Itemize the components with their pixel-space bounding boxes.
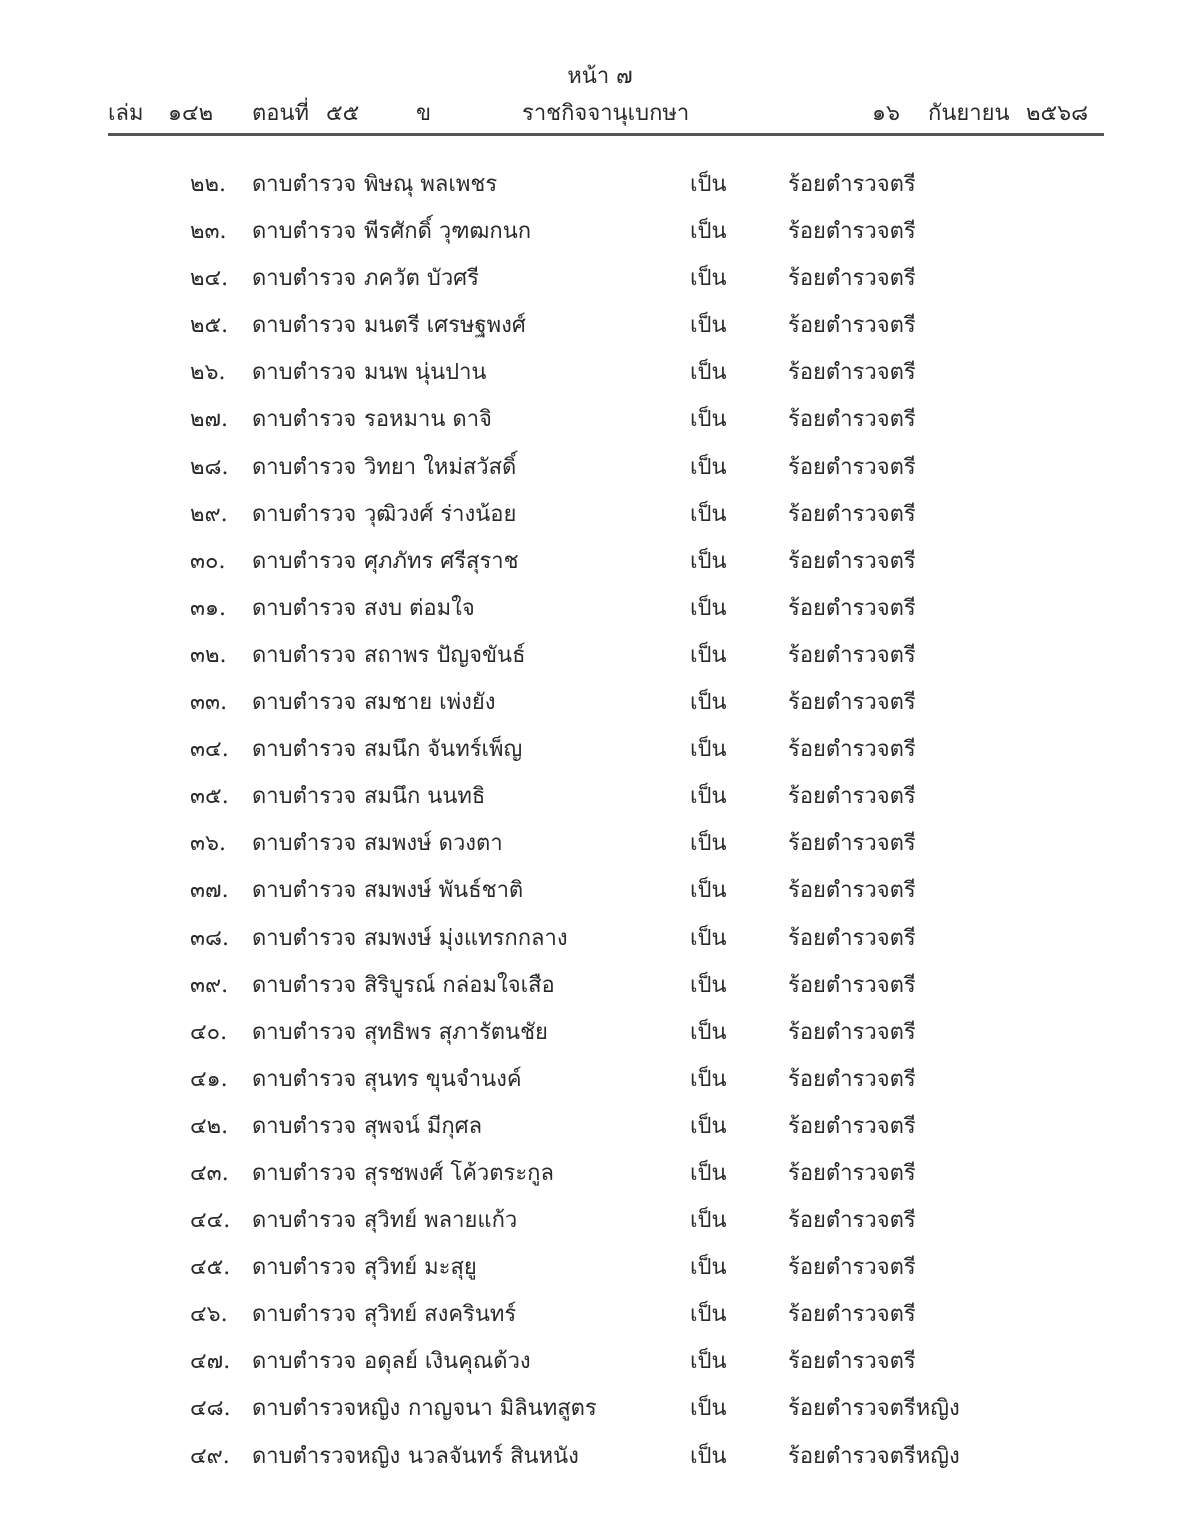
new-rank: ร้อยตำรวจตรี <box>788 407 916 433</box>
promotion-verb: เป็น <box>690 690 727 716</box>
entry-number: ๔๘. <box>190 1396 231 1422</box>
entry-number: ๓๗. <box>190 878 229 904</box>
person-name: สถาพร ปัญจขันธ์ <box>364 642 526 668</box>
promotion-verb: เป็น <box>690 501 727 527</box>
current-rank: ดาบตำรวจ <box>252 1255 357 1281</box>
promotion-verb: เป็น <box>690 1443 727 1469</box>
new-rank: ร้อยตำรวจตรี <box>788 784 916 810</box>
promotion-verb: เป็น <box>690 219 727 245</box>
current-rank: ดาบตำรวจ <box>252 407 357 433</box>
list-item <box>0 963 1200 1010</box>
current-rank: ดาบตำรวจ <box>252 360 357 386</box>
list-item <box>0 256 1200 303</box>
promotion-verb: เป็น <box>690 454 727 480</box>
new-rank: ร้อยตำรวจตรี <box>788 172 916 197</box>
list-item <box>0 1151 1200 1198</box>
promotion-verb: เป็น <box>690 1160 727 1186</box>
new-rank: ร้อยตำรวจตรีหญิง <box>788 1443 960 1469</box>
list-item <box>0 1292 1200 1339</box>
current-rank: ดาบตำรวจ <box>252 219 357 245</box>
promotion-verb: เป็น <box>690 1019 727 1045</box>
date-month: กันยายน <box>928 101 1010 126</box>
person-name: สมพงษ์ มุ่งแทรกกลาง <box>364 925 568 951</box>
entry-number: ๓๙. <box>190 972 229 998</box>
entry-number: ๓๔. <box>190 737 229 763</box>
entry-number: ๒๒. <box>190 172 226 197</box>
entry-number: ๔๖. <box>190 1302 228 1328</box>
list-item <box>0 162 1200 209</box>
entry-number: ๒๙. <box>190 501 228 527</box>
person-name: สมพงษ์ พันธ์ชาติ <box>364 878 524 904</box>
list-item <box>0 774 1200 821</box>
page-number: หน้า ๗ <box>567 64 633 89</box>
new-rank: ร้อยตำรวจตรี <box>788 1113 916 1139</box>
current-rank: ดาบตำรวจ <box>252 925 357 951</box>
entry-number: ๒๕. <box>190 313 229 339</box>
new-rank: ร้อยตำรวจตรี <box>788 1019 916 1045</box>
promotion-verb: เป็น <box>690 1396 727 1422</box>
list-item <box>0 1434 1200 1481</box>
new-rank: ร้อยตำรวจตรี <box>788 1255 916 1281</box>
current-rank: ดาบตำรวจ <box>252 1349 357 1375</box>
list-item <box>0 821 1200 868</box>
entry-number: ๔๓. <box>190 1160 229 1186</box>
list-item <box>0 680 1200 727</box>
gazette-header <box>108 95 1104 129</box>
current-rank: ดาบตำรวจ <box>252 454 357 480</box>
person-name: สุทธิพร สุภารัตนชัย <box>364 1019 548 1045</box>
entry-number: ๔๙. <box>190 1443 230 1469</box>
person-name: นวลจันทร์ สินหนัง <box>408 1443 579 1469</box>
current-rank: ดาบตำรวจ <box>252 172 357 197</box>
person-name: พิษณุ พลเพชร <box>364 172 498 197</box>
list-item <box>0 1198 1200 1245</box>
entry-number: ๔๑. <box>190 1066 228 1092</box>
person-name: สุพจน์ มีกุศล <box>364 1113 483 1139</box>
promotion-verb: เป็น <box>690 1255 727 1281</box>
entry-number: ๓๓. <box>190 690 228 716</box>
person-name: มนพ นุ่นปาน <box>364 360 487 386</box>
list-item <box>0 727 1200 774</box>
promotion-verb: เป็น <box>690 595 727 621</box>
new-rank: ร้อยตำรวจตรี <box>788 454 916 480</box>
person-name: วุฒิวงศ์ ร่างน้อย <box>364 501 517 527</box>
current-rank: ดาบตำรวจ <box>252 690 357 716</box>
entry-number: ๔๔. <box>190 1208 231 1234</box>
current-rank: ดาบตำรวจ <box>252 313 357 339</box>
list-item <box>0 868 1200 915</box>
issue-label: ตอนที่ <box>252 101 310 126</box>
person-name: มนตรี เศรษฐพงศ์ <box>364 313 526 339</box>
current-rank: ดาบตำรวจ <box>252 1066 357 1092</box>
person-name: รอหมาน ดาจิ <box>364 407 492 433</box>
new-rank: ร้อยตำรวจตรี <box>788 1302 916 1328</box>
new-rank: ร้อยตำรวจตรี <box>788 878 916 904</box>
list-item <box>0 633 1200 680</box>
list-item <box>0 350 1200 397</box>
person-name: สมนึก นนทธิ <box>364 784 486 810</box>
promotion-verb: เป็น <box>690 642 727 668</box>
list-item <box>0 1339 1200 1386</box>
entry-number: ๒๔. <box>190 266 229 292</box>
list-item <box>0 1386 1200 1433</box>
entry-number: ๔๒. <box>190 1113 229 1139</box>
current-rank: ดาบตำรวจ <box>252 1208 357 1234</box>
new-rank: ร้อยตำรวจตรี <box>788 1349 916 1375</box>
promotion-list <box>0 162 1200 1481</box>
new-rank: ร้อยตำรวจตรี <box>788 501 916 527</box>
new-rank: ร้อยตำรวจตรี <box>788 690 916 716</box>
list-item <box>0 445 1200 492</box>
promotion-verb: เป็น <box>690 313 727 339</box>
entry-number: ๒๖. <box>190 360 226 386</box>
promotion-verb: เป็น <box>690 1302 727 1328</box>
list-item <box>0 397 1200 444</box>
promotion-verb: เป็น <box>690 784 727 810</box>
person-name: สุรชพงศ์ โค้วตระกูล <box>364 1160 554 1186</box>
entry-number: ๓๒. <box>190 642 227 668</box>
current-rank: ดาบตำรวจ <box>252 972 357 998</box>
list-item <box>0 1104 1200 1151</box>
section-letter: ข <box>416 101 432 126</box>
new-rank: ร้อยตำรวจตรี <box>788 831 916 857</box>
entry-number: ๓๖. <box>190 831 226 857</box>
entry-number: ๓๐. <box>190 548 226 574</box>
list-item <box>0 1057 1200 1104</box>
promotion-verb: เป็น <box>690 737 727 763</box>
promotion-verb: เป็น <box>690 878 727 904</box>
date-day: ๑๖ <box>872 101 900 126</box>
current-rank: ดาบตำรวจ <box>252 266 357 292</box>
entry-number: ๓๘. <box>190 925 230 951</box>
list-item <box>0 303 1200 350</box>
list-item <box>0 1010 1200 1057</box>
promotion-verb: เป็น <box>690 1066 727 1092</box>
promotion-verb: เป็น <box>690 1113 727 1139</box>
gazette-title: ราชกิจจานุเบกษา <box>522 101 690 126</box>
person-name: ศุภภัทร ศรีสุราช <box>364 548 519 574</box>
promotion-verb: เป็น <box>690 172 727 197</box>
new-rank: ร้อยตำรวจตรี <box>788 1160 916 1186</box>
promotion-verb: เป็น <box>690 831 727 857</box>
person-name: สมนึก จันทร์เพ็ญ <box>364 737 523 763</box>
person-name: สุวิทย์ พลายแก้ว <box>364 1208 518 1234</box>
person-name: สุนทร ขุนจำนงค์ <box>364 1066 522 1092</box>
current-rank: ดาบตำรวจ <box>252 1113 357 1139</box>
current-rank: ดาบตำรวจ <box>252 1302 357 1328</box>
person-name: สงบ ต่อมใจ <box>364 595 475 621</box>
person-name: สมพงษ์ ดวงตา <box>364 831 503 857</box>
list-item <box>0 539 1200 586</box>
new-rank: ร้อยตำรวจตรี <box>788 360 916 386</box>
current-rank: ดาบตำรวจ <box>252 1019 357 1045</box>
new-rank: ร้อยตำรวจตรี <box>788 219 916 245</box>
header-divider <box>108 133 1104 136</box>
current-rank: ดาบตำรวจ <box>252 831 357 857</box>
current-rank: ดาบตำรวจ <box>252 784 357 810</box>
entry-number: ๔๕. <box>190 1255 231 1281</box>
person-name: ภควัต บัวศรี <box>364 266 479 292</box>
current-rank: ดาบตำรวจ <box>252 548 357 574</box>
new-rank: ร้อยตำรวจตรี <box>788 313 916 339</box>
entry-number: ๓๑. <box>190 595 226 621</box>
current-rank: ดาบตำรวจหญิง <box>252 1396 401 1422</box>
date-year: ๒๕๖๘ <box>1026 101 1089 126</box>
person-name: สมชาย เพ่งยัง <box>364 690 496 716</box>
new-rank: ร้อยตำรวจตรี <box>788 1208 916 1234</box>
new-rank: ร้อยตำรวจตรี <box>788 595 916 621</box>
promotion-verb: เป็น <box>690 407 727 433</box>
list-item <box>0 1245 1200 1292</box>
promotion-verb: เป็น <box>690 972 727 998</box>
person-name: กาญจนา มิลินทสูตร <box>408 1396 597 1422</box>
current-rank: ดาบตำรวจ <box>252 1160 357 1186</box>
current-rank: ดาบตำรวจหญิง <box>252 1443 401 1469</box>
entry-number: ๒๘. <box>190 454 229 480</box>
person-name: พีรศักดิ์ วุฑฒกนก <box>364 219 532 245</box>
person-name: สุวิทย์ สงครินทร์ <box>364 1302 517 1328</box>
person-name: สิริบูรณ์ กล่อมใจเสือ <box>364 972 555 998</box>
promotion-verb: เป็น <box>690 360 727 386</box>
person-name: วิทยา ใหม่สวัสดิ์ <box>364 454 517 480</box>
list-item <box>0 586 1200 633</box>
promotion-verb: เป็น <box>690 266 727 292</box>
entry-number: ๒๓. <box>190 219 227 245</box>
promotion-verb: เป็น <box>690 925 727 951</box>
new-rank: ร้อยตำรวจตรีหญิง <box>788 1396 960 1422</box>
current-rank: ดาบตำรวจ <box>252 642 357 668</box>
volume-number: ๑๔๒ <box>168 101 214 126</box>
volume-label: เล่ม <box>108 101 144 126</box>
person-name: อดุลย์ เงินคุณด้วง <box>364 1349 531 1375</box>
new-rank: ร้อยตำรวจตรี <box>788 266 916 292</box>
entry-number: ๔๐. <box>190 1019 228 1045</box>
new-rank: ร้อยตำรวจตรี <box>788 548 916 574</box>
current-rank: ดาบตำรวจ <box>252 595 357 621</box>
new-rank: ร้อยตำรวจตรี <box>788 737 916 763</box>
entry-number: ๔๗. <box>190 1349 231 1375</box>
entry-number: ๒๗. <box>190 407 229 433</box>
new-rank: ร้อยตำรวจตรี <box>788 642 916 668</box>
current-rank: ดาบตำรวจ <box>252 878 357 904</box>
issue-number: ๕๕ <box>326 101 360 126</box>
list-item <box>0 916 1200 963</box>
promotion-verb: เป็น <box>690 1208 727 1234</box>
new-rank: ร้อยตำรวจตรี <box>788 925 916 951</box>
entry-number: ๓๕. <box>190 784 229 810</box>
new-rank: ร้อยตำรวจตรี <box>788 1066 916 1092</box>
list-item <box>0 209 1200 256</box>
promotion-verb: เป็น <box>690 548 727 574</box>
current-rank: ดาบตำรวจ <box>252 501 357 527</box>
promotion-verb: เป็น <box>690 1349 727 1375</box>
list-item <box>0 492 1200 539</box>
current-rank: ดาบตำรวจ <box>252 737 357 763</box>
person-name: สุวิทย์ มะสุยู <box>364 1255 477 1281</box>
new-rank: ร้อยตำรวจตรี <box>788 972 916 998</box>
